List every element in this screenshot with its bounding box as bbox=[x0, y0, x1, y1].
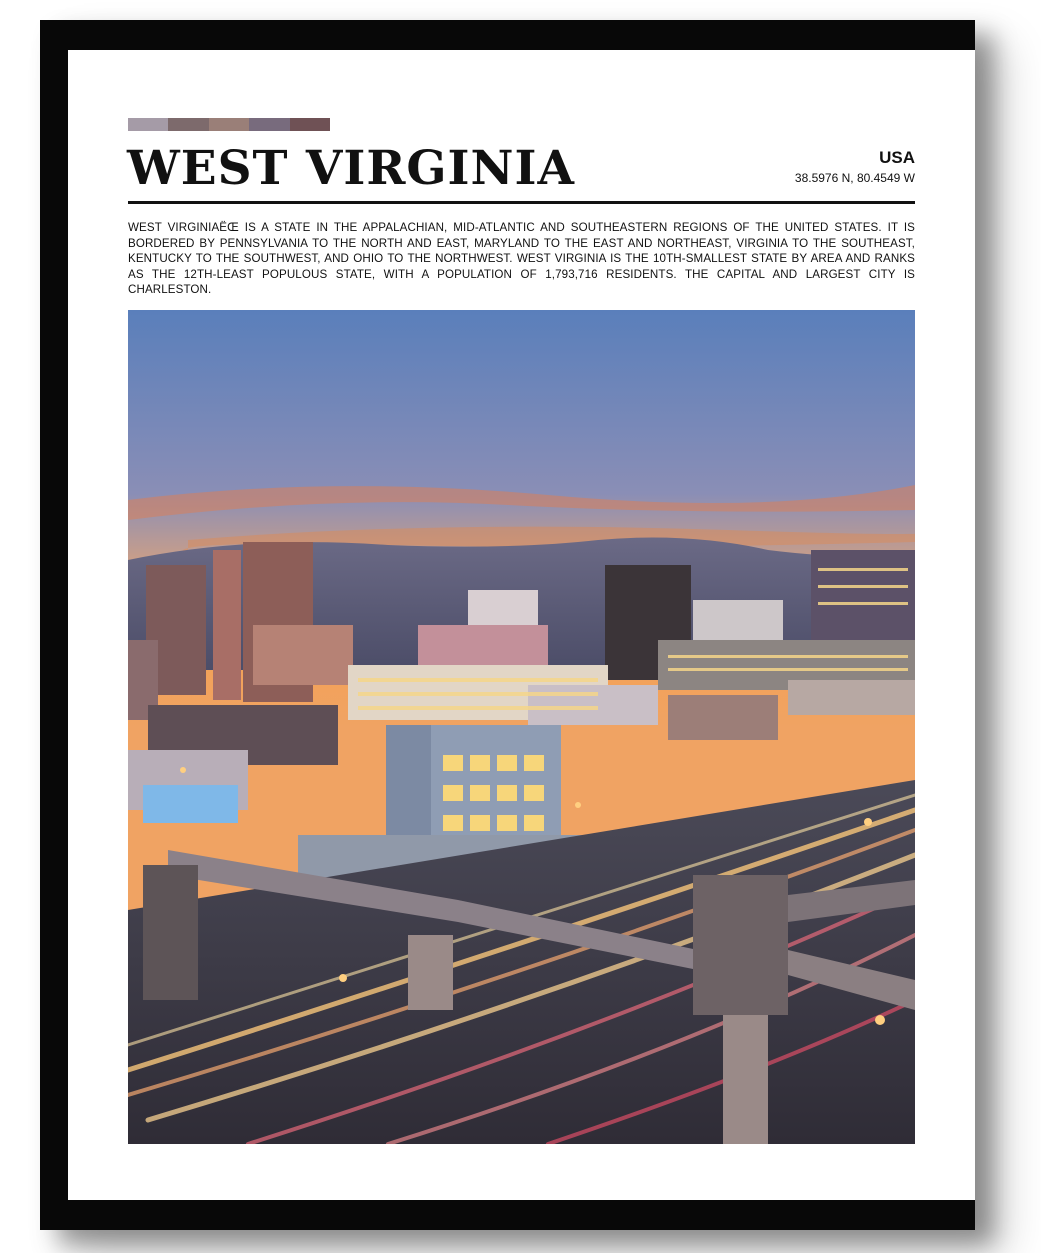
palette-swatch bbox=[209, 118, 249, 131]
color-palette bbox=[128, 118, 330, 131]
city-skyline-photo bbox=[128, 310, 915, 1144]
coordinates-label: 38.5976 N, 80.4549 W bbox=[794, 171, 915, 185]
description-text: WEST VIRGINIAËŒ IS A STATE IN THE APPALACHIAN, MID-ATLANTIC AND SOUTHEASTERN REGIONS OF THE UNITED STATES. IT IS BORDERED BY PENNSYLVANIA TO THE NORTH AND EAST, MARYLAND TO THE EAST AND NORTHEAST, VIRGINIA TO THE SOUTHEAST, KENTUCKY TO THE SOUTHWEST, AND OHIO TO THE NORTHWEST. WEST VIRGINIA IS THE 10TH-SMALLEST STATE BY AREA AND RANKS AS THE 12TH-LEAST POPULOUS STATE, WITH A POPULATION OF 1,793,716 RESIDENTS. THE CAPITAL AND LARGEST CITY IS CHARLESTON. bbox=[128, 221, 915, 296]
palette-swatch bbox=[168, 118, 208, 131]
palette-swatch bbox=[128, 118, 168, 131]
palette-swatch bbox=[249, 118, 289, 131]
country-label: USA bbox=[879, 148, 915, 167]
palette-swatch bbox=[290, 118, 330, 131]
poster-title: WEST VIRGINIA bbox=[127, 141, 575, 196]
title-divider bbox=[128, 201, 915, 204]
